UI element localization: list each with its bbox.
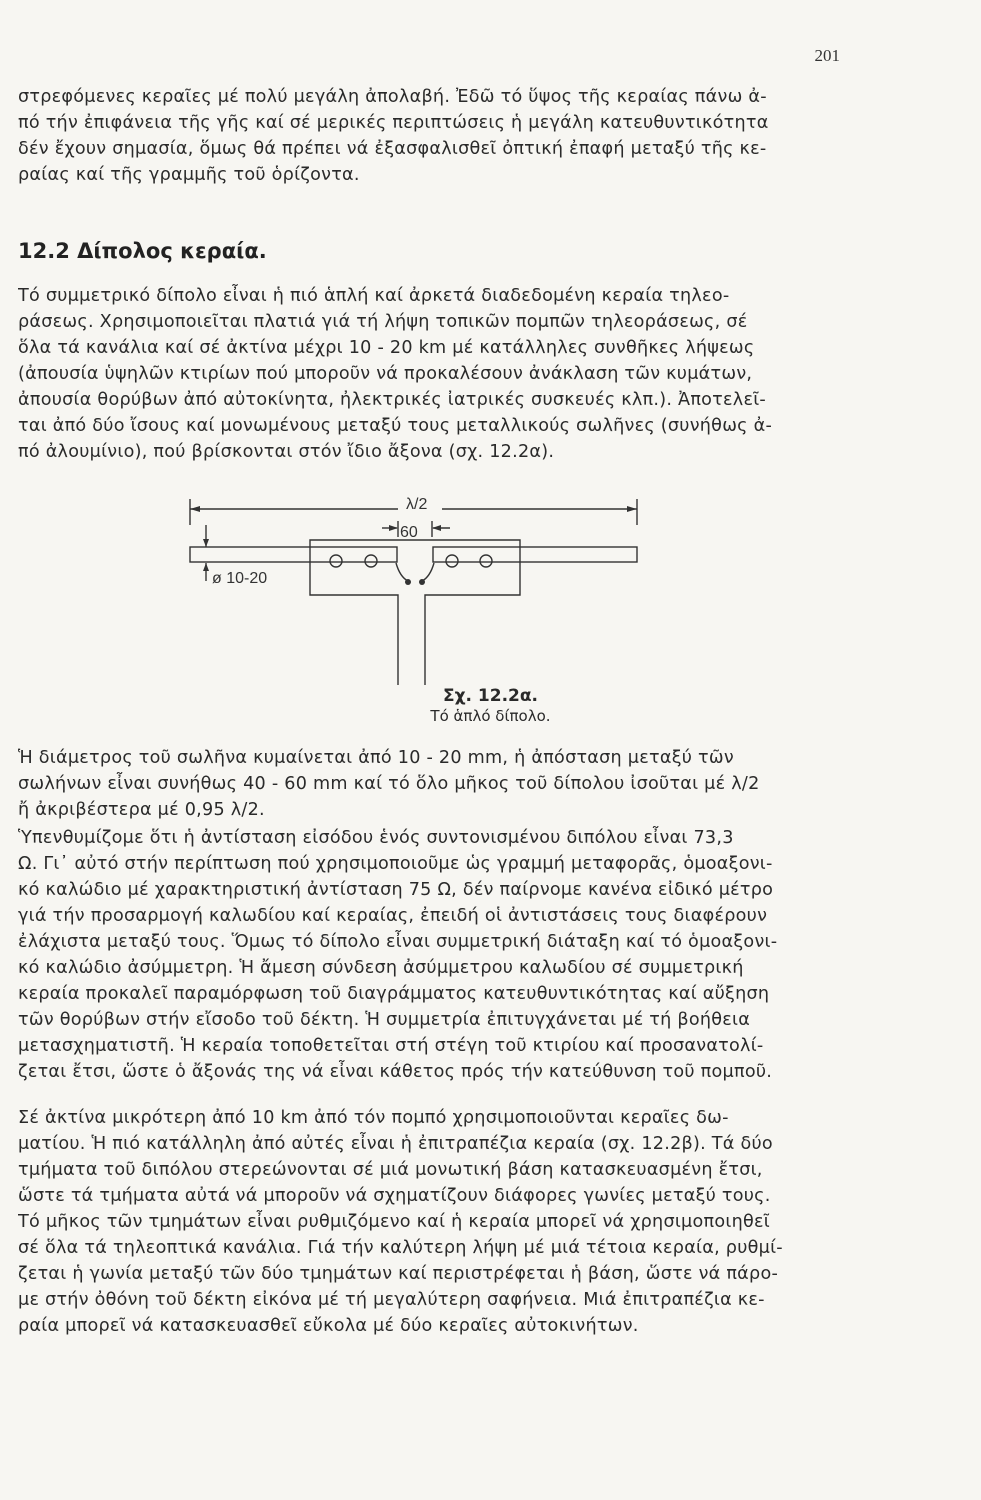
text-line: Ὑπενθυμίζομε ὅτι ἡ ἀντίσταση εἰσόδου ἑνός συντονισμένου διπόλου εἶναι 73,3 — [18, 828, 734, 848]
dipole-figure — [170, 485, 650, 685]
text-line: στρεφόμενες κεραῖες μέ πολύ μεγάλη ἀπολαβή. Ἐδῶ τό ὕψος τῆς κεραίας πάνω ἀ- — [18, 87, 767, 107]
paragraph-4 — [18, 1105, 828, 1339]
text-line: Τό συμμετρικό δίπολο εἶναι ἡ πιό ἁπλή καί ἀρκετά διαδεδομένη κεραία τηλεο- — [18, 286, 730, 306]
figure-title: Τό ἁπλό δίπολο. — [430, 707, 551, 725]
dipole-right-tube — [433, 547, 637, 562]
intro-paragraph — [18, 84, 828, 188]
text-line: κεραία προκαλεῖ παραμόρφωση τοῦ διαγράμματος κατευθυντικότητας καί αὔξηση — [18, 984, 770, 1004]
text-line: (ἀπουσία ὑψηλῶν κτιρίων πού μποροῦν νά προκαλέσουν ἀνάκλαση τῶν κυμάτων, — [18, 364, 753, 384]
page-number: 201 — [814, 46, 840, 65]
text-line: γιά τήν προσαρμογή καλωδίου καί κεραίας, ἐπειδή οἱ ἀντιστάσεις τους διαφέρουν — [18, 906, 768, 926]
feed-wire-right — [422, 563, 434, 581]
arrowhead — [190, 506, 200, 512]
half-wavelength-label: λ/2 — [406, 496, 428, 513]
diameter-label: ø 10-20 — [212, 570, 268, 587]
clamp — [330, 555, 342, 567]
clamp — [365, 555, 377, 567]
arrowhead — [389, 525, 398, 531]
arrowhead — [627, 506, 637, 512]
paragraph-2 — [18, 745, 828, 823]
text-line: ται ἀπό δύο ἴσους καί μονωμένους μεταξύ τους μεταλλικούς σωλῆνες (συνήθως ἀ- — [18, 416, 773, 436]
arrowhead — [432, 525, 441, 531]
text-line: κό καλώδιο μέ χαρακτηριστική ἀντίσταση 75 Ω, δέν παίρνομε κανένα εἰδικό μέτρο — [18, 880, 774, 900]
text-line: πό τήν ἐπιφάνεια τῆς γῆς καί σέ μερικές περιπτώσεις ἡ μεγάλη κατευθυντικότητα — [18, 113, 769, 133]
text-line: ματίου. Ἡ πιό κατάλληλη ἀπό αὐτές εἶναι ἡ ἐπιτραπέζια κεραία (σχ. 12.2β). Τά δύο — [18, 1134, 773, 1154]
text-line: σέ ὅλα τά τηλεοπτικά κανάλια. Γιά τήν καλύτερη λήψη μέ μιά τέτοια κεραία, ρυθμί- — [18, 1238, 783, 1258]
text-line: ράσεως. Χρησιμοποιεῖται πλατιά γιά τή λήψη τοπικῶν πομπῶν τηλεοράσεως, σέ — [18, 312, 748, 332]
text-line: ἤ ἀκριβέστερα μέ 0,95 λ/2. — [18, 800, 265, 820]
text-line: πό ἀλουμίνιο), πού βρίσκονται στόν ἴδιο ἄξονα (σχ. 12.2α). — [18, 442, 555, 462]
text-line: ραία μπορεῖ νά κατασκευασθεῖ εὔκολα μέ δύο κεραῖες αὐτοκινήτων. — [18, 1316, 639, 1336]
text-line: τῶν θορύβων στήν εἴσοδο τοῦ δέκτη. Ἡ συμμετρία ἐπιτυγχάνεται μέ τή βοήθεια — [18, 1010, 751, 1030]
text-line: ζεται ἔτσι, ὥστε ὁ ἄξονάς της νά εἶναι κάθετος πρός τήν κατεύθυνση τοῦ πομποῦ. — [18, 1062, 773, 1082]
terminal-dot — [419, 579, 425, 585]
text-line: σωλήνων εἶναι συνήθως 40 - 60 mm καί τό ὅλο μῆκος τοῦ δίπολου ἰσοῦται μέ λ/2 — [18, 774, 760, 794]
dipole-diagram — [170, 485, 650, 685]
text-line: ζεται ἡ γωνία μεταξύ τῶν δύο τμημάτων καί περιστρέφεται ἡ βάση, ὥστε νά πάρο- — [18, 1264, 779, 1284]
paragraph-3 — [18, 825, 828, 1085]
text-line: Ω. Γι᾽ αὐτό στήν περίπτωση πού χρησιμοποιοῦμε ὡς γραμμή μεταφορᾶς, ὁμοαξονι- — [18, 854, 773, 874]
terminal-dot — [405, 579, 411, 585]
dipole-left-tube — [190, 547, 397, 562]
text-line: ὥστε τά τμήματα αὐτά νά μποροῦν νά σχηματίζουν διάφορες γωνίες μεταξύ τους. — [18, 1186, 771, 1206]
gap-label: 60 — [400, 524, 418, 541]
text-line: κό καλώδιο ἀσύμμετρη. Ἡ ἄμεση σύνδεση ἀσύμμετρου καλωδίου σέ συμμετρική — [18, 958, 744, 978]
clamp — [446, 555, 458, 567]
arrowhead — [203, 563, 209, 571]
clamp — [480, 555, 492, 567]
text-line: Σέ ἀκτίνα μικρότερη ἀπό 10 km ἀπό τόν πομπό χρησιμοποιοῦνται κεραῖες δω- — [18, 1108, 729, 1128]
text-line: με στήν ὀθόνη τοῦ δέκτη εἰκόνα μέ τή μεγαλύτερη σαφήνεια. Μιά ἐπιτραπέζια κε- — [18, 1290, 765, 1310]
text-line: Τό μῆκος τῶν τμημάτων εἶναι ρυθμιζόμενο καί ἡ κεραία μπορεῖ νά χρησιμοποιηθεῖ — [18, 1212, 770, 1232]
text-line: μετασχηματιστῆ. Ἡ κεραία τοποθετεῖται στή στέγη τοῦ κτιρίου καί προσανατολί- — [18, 1036, 764, 1056]
feed-wire-left — [396, 563, 408, 581]
text-line: τμήματα τοῦ διπόλου στερεώνονται σέ μιά μονωτική βάση κατασκευασμένη ἔτσι, — [18, 1160, 763, 1180]
figure-label: Σχ. 12.2α. — [442, 686, 539, 706]
text-line: ραίας καί τῆς γραμμῆς τοῦ ὁρίζοντα. — [18, 165, 360, 185]
text-line: δέν ἔχουν σημασία, ὅμως θά πρέπει νά ἐξασφαλισθεῖ ὀπτική ἐπαφή μεταξύ τῆς κε- — [18, 139, 767, 159]
text-line: ὅλα τά κανάλια καί σέ ἀκτίνα μέχρι 10 - 20 km μέ κατάλληλες συνθῆκες λήψεως — [18, 338, 755, 358]
text-line: ἀπουσία θορύβων ἀπό αὐτοκίνητα, ἠλεκτρικές ἰατρικές συσκευές κλπ.). Ἀποτελεῖ- — [18, 390, 767, 410]
text-line: ἐλάχιστα μεταξύ τους. Ὅμως τό δίπολο εἶναι συμμετρική διάταξη καί τό ὁμοαξονι- — [18, 932, 778, 952]
section-heading: 12.2 Δίπολος κεραία. — [18, 239, 267, 263]
arrowhead — [203, 539, 209, 547]
paragraph-1 — [18, 283, 828, 465]
text-line: Ἡ διάμετρος τοῦ σωλῆνα κυμαίνεται ἀπό 10 - 20 mm, ἡ ἀπόσταση μεταξύ τῶν — [18, 748, 734, 768]
